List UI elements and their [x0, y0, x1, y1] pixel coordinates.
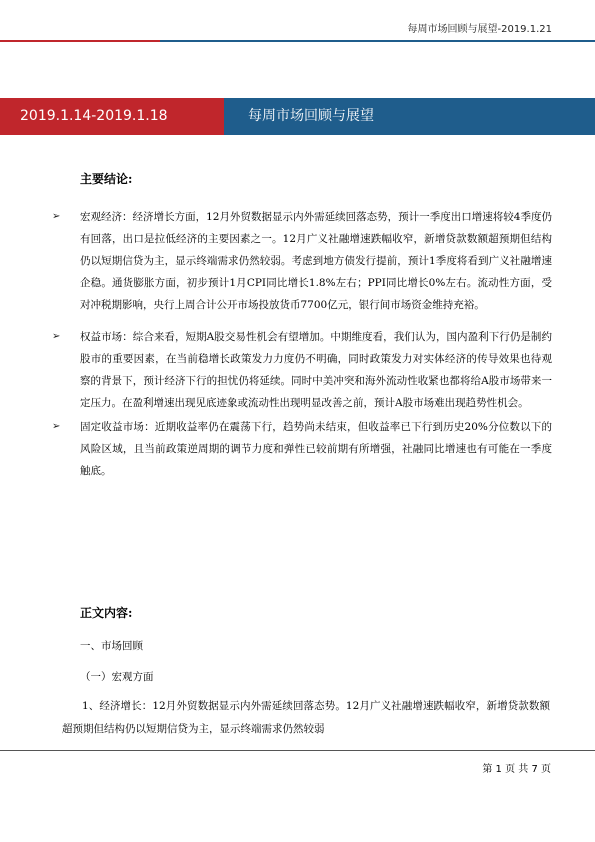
page-footer — [0, 750, 595, 774]
running-title: 每周市场回顾与展望-2019.1.21 — [407, 24, 552, 35]
arrow-bullet-icon: ➢ — [52, 421, 61, 432]
body-paragraph: 1、经济增长：12月外贸数据显示内外需延续回落态势。12月广义社融增速跌幅收窄，新增贷款数额超预期但结构仍以短期信贷为主，显示终端需求仍然较弱 — [62, 700, 550, 735]
conclusion-text: 宏观经济：经济增长方面，12月外贸数据显示内外需延续回落态势，预计一季度出口增速将较4季度仍有回落，出口是拉低经济的主要因素之一。12月广义社融增速跌幅收窄，新增贷款数额超预期但结构仍以短期信贷为主，显示终端需求仍然较弱。考虑到地方债发行提前，预计1季度将看到广义社融增速企稳。通货膨胀方面，初步预计1月CPI同比增长1.8%左右；PPI同比增长0%左右。流动性方面，受对冲税期影响，央行上周合计公开市场投放货币7700亿元，银行间市场资金维持充裕。 — [80, 211, 552, 311]
conclusion-text: 固定收益市场：近期收益率仍在震荡下行，趋势尚未结束，但收益率已下行到历史20%分位数以下的风险区域，且当前政策逆周期的调节力度和弹性已较前期有所增强，社融同比增速也有可能在一季度触底。 — [80, 421, 552, 477]
page-number: 第 1 页 共 7 页 — [482, 764, 551, 775]
arrow-bullet-icon: ➢ — [52, 331, 61, 342]
body-heading: 正文内容: — [80, 606, 133, 620]
footer-rule — [0, 750, 595, 751]
header-rule-blue — [160, 40, 595, 42]
conclusion-item-macro — [52, 206, 552, 316]
conclusion-text: 权益市场：综合来看，短期A股交易性机会有望增加。中期维度看，我们认为，国内盈利下行仍是制约股市的重要因素，在当前稳增长政策发力力度仍不明确，同时政策发力对实体经济的传导效果也待观察的背景下，预计经济下行的担忧仍将延续。同时中美冲突和海外流动性收紧也都将给A股市场带来一定压力。在盈利增速出现见底迹象或流动性出现明显改善之前，预计A股市场难出现趋势性机会。 — [80, 331, 552, 409]
conclusions-list — [52, 206, 552, 482]
header-rule-red — [0, 40, 160, 42]
banner-title: 每周市场回顾与展望 — [224, 98, 595, 135]
conclusion-item-equity — [52, 326, 552, 414]
conclusions-heading: 主要结论: — [80, 172, 133, 186]
banner-date-range: 2019.1.14-2019.1.18 — [0, 98, 224, 135]
page-header — [0, 0, 595, 44]
section-title: 一、市场回顾 — [80, 640, 143, 652]
subsection-title: （一）宏观方面 — [80, 671, 154, 683]
conclusion-item-fixed-income — [52, 416, 552, 482]
arrow-bullet-icon: ➢ — [52, 211, 61, 222]
title-banner — [0, 98, 595, 135]
